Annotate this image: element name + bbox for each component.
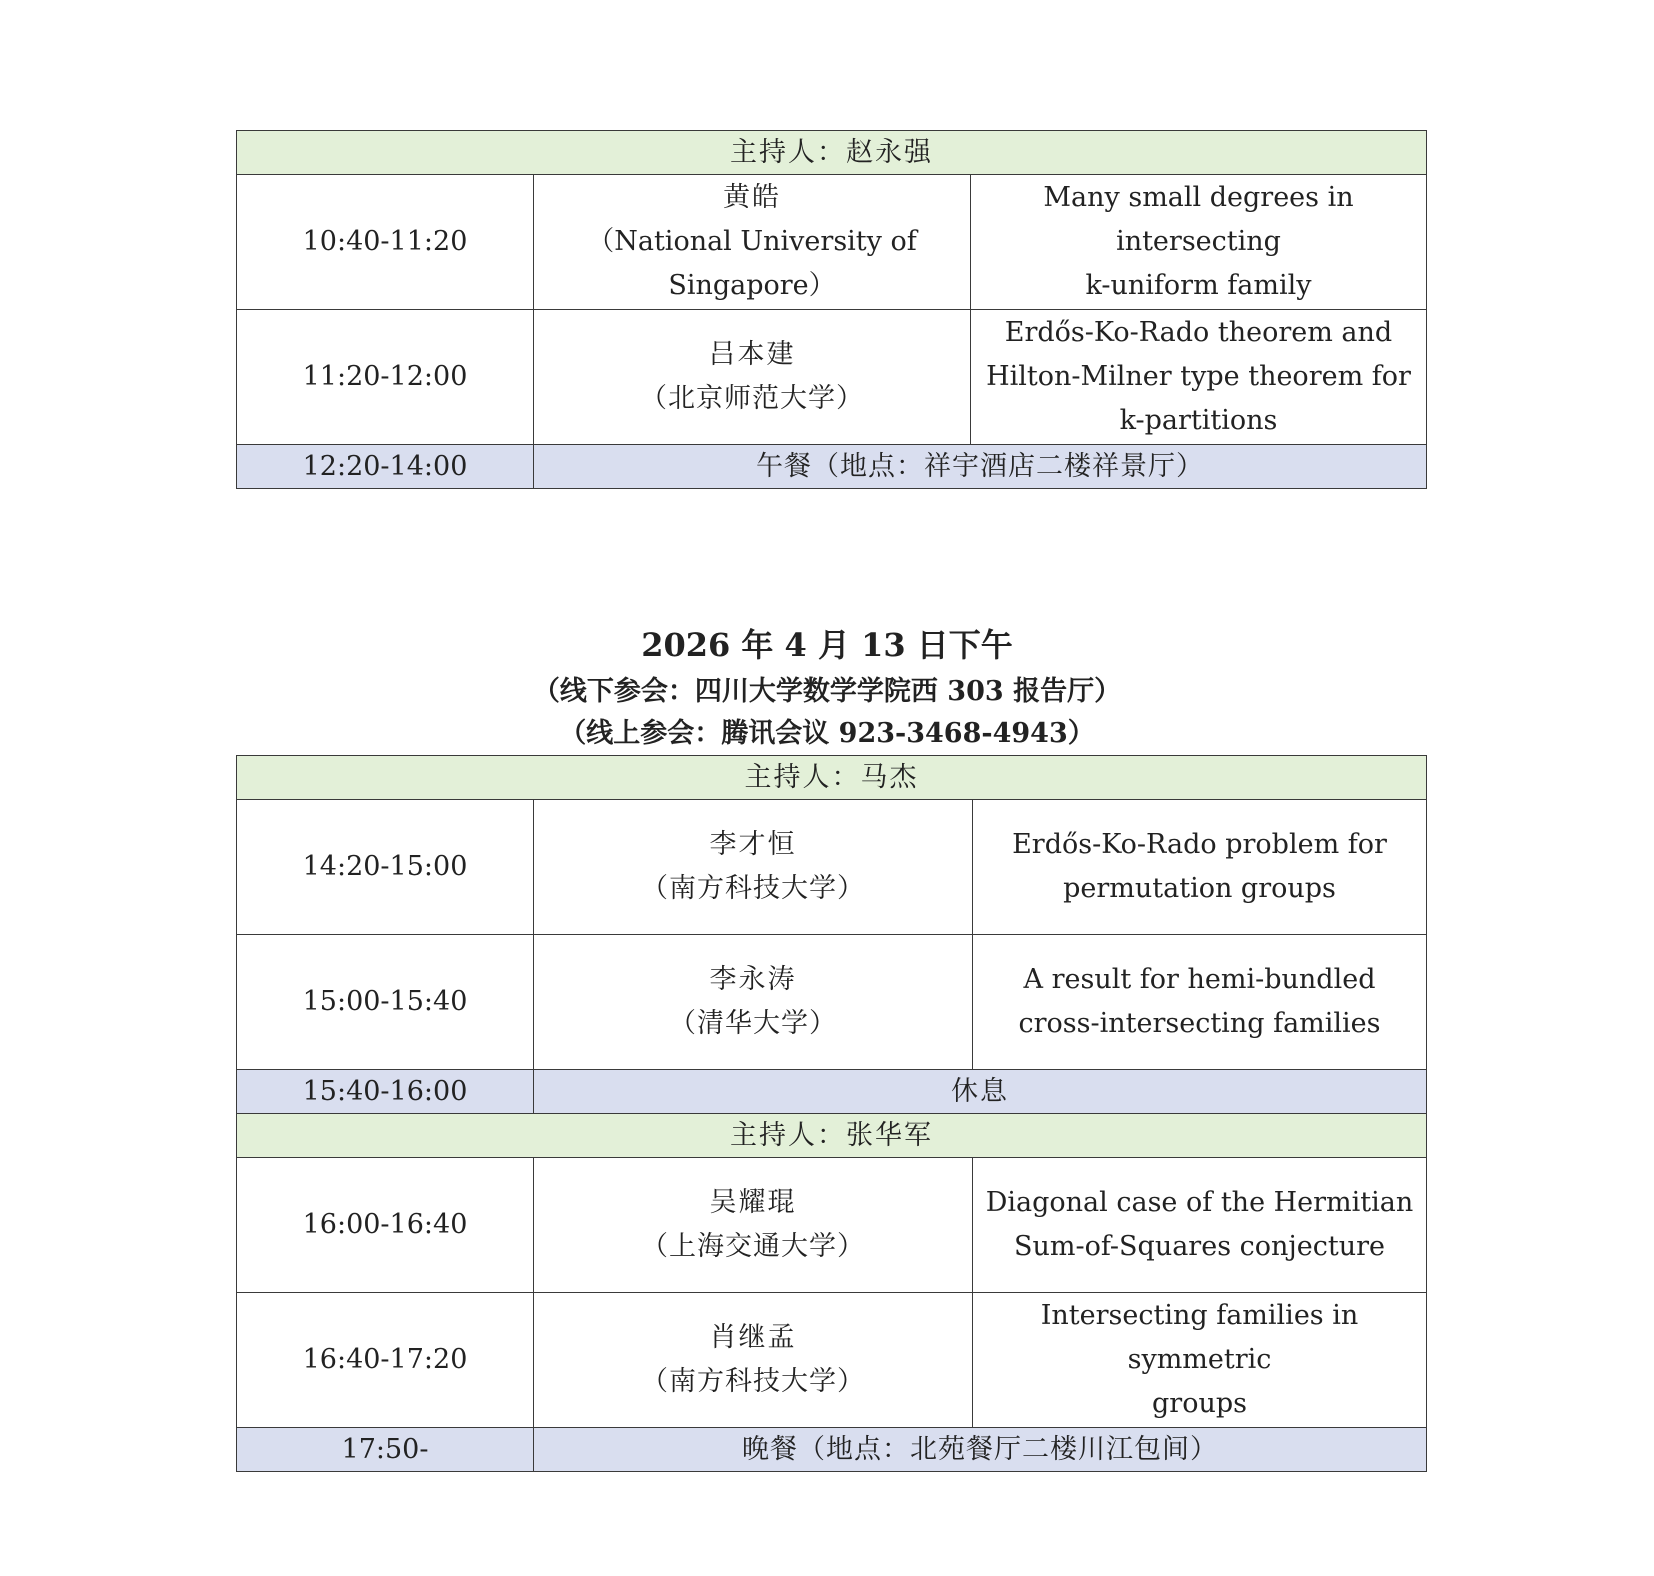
speaker-affiliation: （清华大学）: [669, 1008, 837, 1039]
host-row: [237, 131, 1427, 175]
talk-row: [237, 800, 1427, 935]
lunch-time: 12:20-14:00: [237, 445, 534, 489]
speaker-name: 吕本建: [708, 339, 796, 370]
talk-title-cell: [973, 935, 1427, 1070]
talk-row: [237, 935, 1427, 1070]
break-label: 休息: [534, 1070, 1427, 1114]
talk-speaker-cell: [534, 175, 971, 310]
host-name: 主持人：张华军: [237, 1114, 1427, 1158]
talk-title-line: A result for hemi-bundled: [1023, 964, 1376, 995]
talk-time: 15:00-15:40: [237, 935, 534, 1070]
talk-title-cell: [971, 175, 1427, 310]
talk-title-line: Many small degrees in intersecting: [1043, 182, 1354, 257]
dinner-row: [237, 1428, 1427, 1472]
online-meeting-line: （线上参会：腾讯会议 923-3468-4943）: [559, 718, 1095, 749]
break-time: 15:40-16:00: [237, 1070, 534, 1114]
talk-title-line: Hilton-Milner type theorem for: [986, 361, 1411, 392]
morning-schedule-table: [236, 130, 1427, 489]
talk-row: [237, 1293, 1427, 1428]
talk-time: 11:20-12:00: [237, 310, 534, 445]
talk-speaker-cell: [534, 310, 971, 445]
speaker-name: 吴耀琨: [709, 1187, 797, 1218]
talk-title-line: Diagonal case of the Hermitian: [985, 1187, 1414, 1218]
speaker-affiliation: （南方科技大学）: [641, 873, 865, 904]
speaker-affiliation: （上海交通大学）: [641, 1231, 865, 1262]
talk-time: 16:40-17:20: [237, 1293, 534, 1428]
speaker-affiliation: （南方科技大学）: [641, 1366, 865, 1397]
talk-title-line: cross-intersecting families: [1018, 1008, 1381, 1039]
dinner-label: 晚餐（地点：北苑餐厅二楼川江包间）: [534, 1428, 1427, 1472]
talk-speaker-cell: [534, 1158, 973, 1293]
speaker-affiliation: （National University of: [587, 226, 917, 257]
speaker-name: 李才恒: [709, 829, 797, 860]
talk-row: [237, 310, 1427, 445]
talk-title-line: Sum-of-Squares conjecture: [1014, 1231, 1385, 1262]
offline-venue-line: （线下参会：四川大学数学学院西 303 报告厅）: [532, 676, 1122, 707]
afternoon-schedule-table: [236, 755, 1427, 1472]
session-date-heading: 2026 年 4 月 13 日下午: [641, 626, 1013, 664]
host-name: 主持人：马杰: [237, 756, 1427, 800]
talk-title-line: Erdős-Ko-Rado theorem and: [1004, 317, 1393, 348]
speaker-name: 黄皓: [723, 182, 781, 213]
talk-title-cell: [973, 800, 1427, 935]
host-name: 主持人：赵永强: [237, 131, 1427, 175]
talk-speaker-cell: [534, 1293, 973, 1428]
host-row: [237, 1114, 1427, 1158]
host-row: [237, 756, 1427, 800]
talk-row: [237, 1158, 1427, 1293]
talk-title-line: k-partitions: [1119, 405, 1278, 436]
talk-title-cell: [971, 310, 1427, 445]
talk-title-line: k-uniform family: [1085, 270, 1312, 301]
dinner-time: 17:50-: [237, 1428, 534, 1472]
talk-title-cell: [973, 1158, 1427, 1293]
speaker-affiliation: Singapore）: [668, 270, 836, 301]
speaker-affiliation: （北京师范大学）: [640, 383, 864, 414]
talk-time: 16:00-16:40: [237, 1158, 534, 1293]
lunch-row: [237, 445, 1427, 489]
talk-title-line: Erdős-Ko-Rado problem for: [1012, 829, 1387, 860]
speaker-name: 李永涛: [709, 964, 797, 995]
talk-speaker-cell: [534, 800, 973, 935]
talk-time: 14:20-15:00: [237, 800, 534, 935]
lunch-label: 午餐（地点：祥宇酒店二楼祥景厅）: [534, 445, 1427, 489]
break-row: [237, 1070, 1427, 1114]
talk-title-line: Intersecting families in symmetric: [1040, 1300, 1359, 1375]
talk-row: [237, 175, 1427, 310]
speaker-name: 肖继孟: [709, 1322, 797, 1353]
talk-title-line: groups: [1152, 1388, 1247, 1419]
talk-time: 10:40-11:20: [237, 175, 534, 310]
talk-speaker-cell: [534, 935, 973, 1070]
talk-title-cell: [973, 1293, 1427, 1428]
talk-title-line: permutation groups: [1063, 873, 1336, 904]
